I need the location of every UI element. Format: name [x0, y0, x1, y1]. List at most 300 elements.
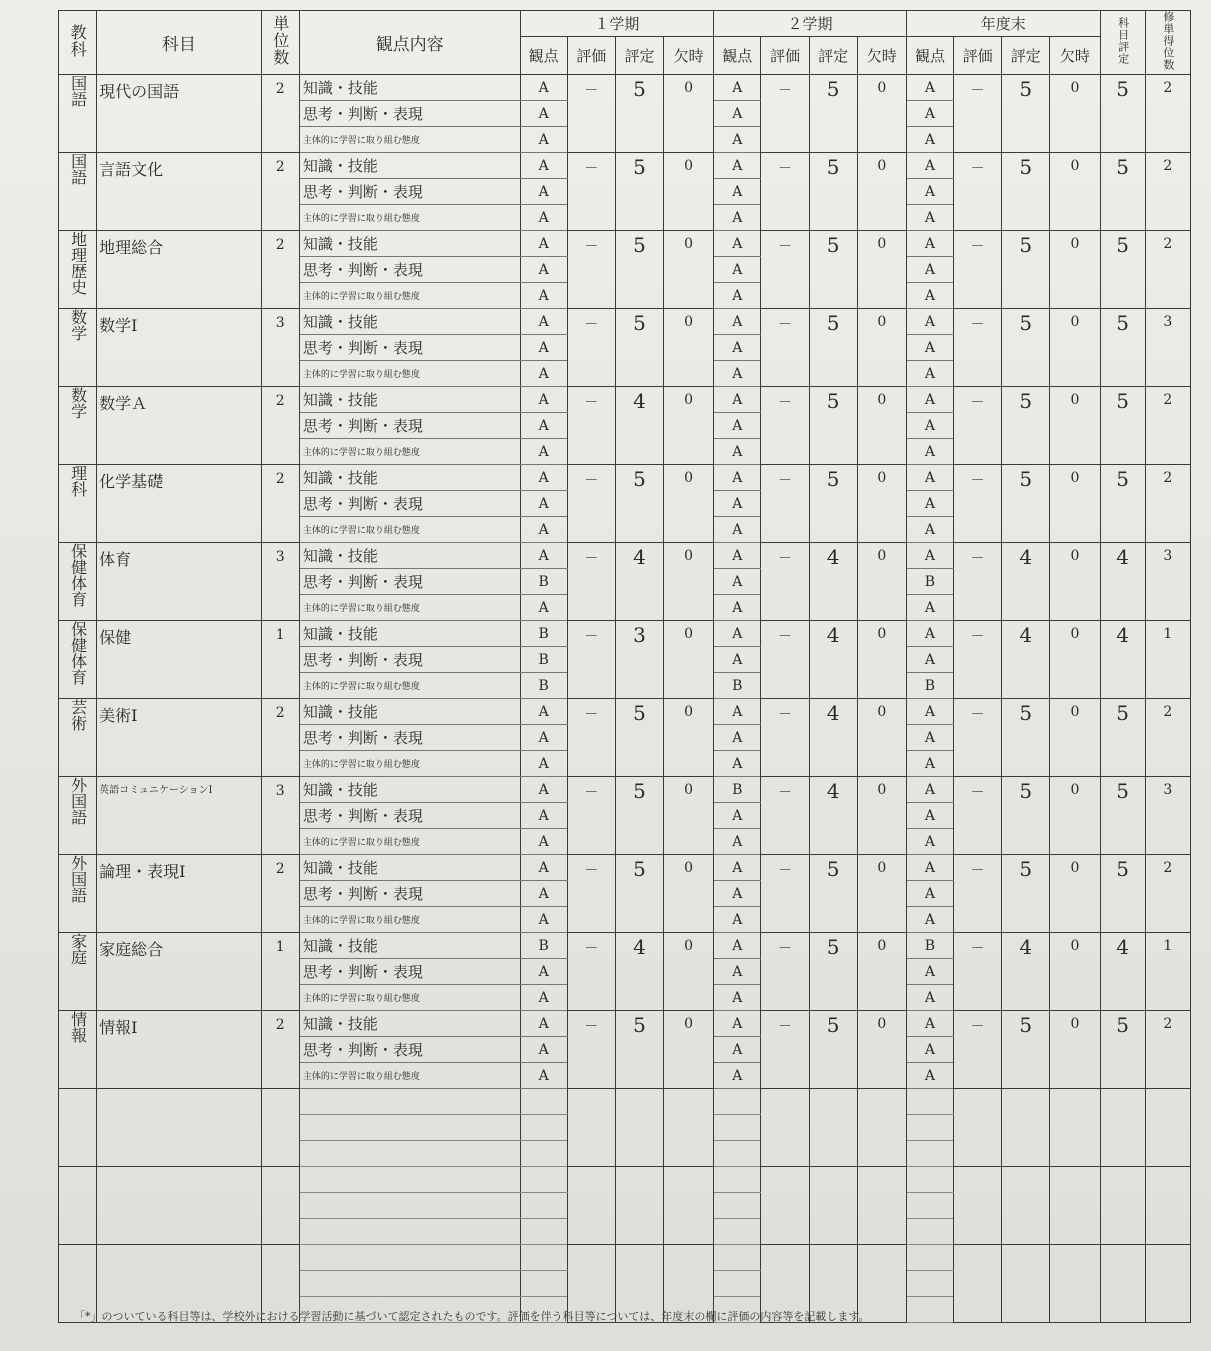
blank-cell — [1002, 1089, 1050, 1167]
rating: 5 — [1002, 465, 1050, 543]
rating: 5 — [615, 855, 663, 933]
perspective-label: 知識・技能 — [299, 1011, 520, 1037]
perspective-grade: A — [520, 439, 567, 465]
subject-category — [59, 543, 97, 621]
absence-hours: 0 — [857, 933, 906, 1011]
absence-hours: 0 — [857, 231, 906, 309]
perspective-grade: A — [714, 387, 761, 413]
perspective-grade: A — [906, 335, 953, 361]
perspective-grade: A — [906, 777, 953, 803]
perspective-label: 思考・判断・表現 — [299, 101, 520, 127]
perspective-grade: A — [906, 127, 953, 153]
perspective-grade: A — [714, 933, 761, 959]
perspective-label: 思考・判断・表現 — [299, 569, 520, 595]
absence-hours: 0 — [1050, 1011, 1100, 1089]
header-tani: 単位数 — [261, 11, 299, 75]
evaluation: － — [567, 309, 615, 387]
subject-category-text: 数学 — [68, 309, 88, 341]
rating: 5 — [809, 933, 857, 1011]
subject-units: 2 — [261, 465, 299, 543]
blank-cell — [714, 1089, 761, 1115]
blank-cell — [857, 1167, 906, 1245]
subject-units: 2 — [261, 75, 299, 153]
blank-cell — [906, 1141, 953, 1167]
absence-hours: 0 — [1050, 855, 1100, 933]
absence-hours: 0 — [857, 777, 906, 855]
evaluation: － — [567, 153, 615, 231]
perspective-grade: A — [520, 985, 567, 1011]
perspective-grade: A — [906, 621, 953, 647]
blank-cell — [299, 1089, 520, 1115]
earned-units: 2 — [1145, 231, 1190, 309]
perspective-grade: A — [906, 465, 953, 491]
absence-hours: 0 — [1050, 75, 1100, 153]
perspective-grade: A — [714, 569, 761, 595]
perspective-grade: A — [714, 335, 761, 361]
evaluation: － — [954, 699, 1002, 777]
blank-cell — [299, 1271, 520, 1297]
perspective-grade: A — [520, 777, 567, 803]
subject-row — [59, 231, 1191, 257]
perspective-grade: A — [520, 1011, 567, 1037]
perspective-label: 主体的に学習に取り組む態度 — [299, 595, 520, 621]
rating: 3 — [615, 621, 663, 699]
evaluation: － — [954, 1011, 1002, 1089]
rating: 4 — [615, 387, 663, 465]
footnote: 「*」のついている科目等は、学校外における学習活動に基づいて認定されたものです。評価を伴う科目等については、年度末の欄に評価の内容等を記載します。 — [74, 1310, 870, 1323]
perspective-grade: A — [520, 699, 567, 725]
rating: 4 — [1002, 621, 1050, 699]
subject-name: 化学基礎 — [97, 465, 262, 543]
perspective-label: 主体的に学習に取り組む態度 — [299, 751, 520, 777]
rating: 5 — [615, 75, 663, 153]
perspective-label: 主体的に学習に取り組む態度 — [299, 1063, 520, 1089]
absence-hours: 0 — [664, 153, 714, 231]
rating: 4 — [809, 699, 857, 777]
blank-cell — [761, 1167, 809, 1245]
absence-hours: 0 — [857, 855, 906, 933]
perspective-grade: A — [520, 387, 567, 413]
rating: 5 — [809, 855, 857, 933]
subject-category-text: 外国語 — [68, 855, 88, 903]
perspective-grade: A — [520, 179, 567, 205]
blank-cell — [664, 1089, 714, 1167]
rating: 4 — [809, 621, 857, 699]
rating: 5 — [1002, 153, 1050, 231]
absence-hours: 0 — [1050, 699, 1100, 777]
subject-units: 2 — [261, 387, 299, 465]
perspective-grade: A — [714, 1037, 761, 1063]
subject-category — [59, 621, 97, 699]
blank-cell — [59, 1089, 97, 1167]
absence-hours: 0 — [664, 543, 714, 621]
perspective-grade: A — [714, 361, 761, 387]
absence-hours: 0 — [1050, 777, 1100, 855]
subheader-hyoka: 評価 — [567, 36, 615, 74]
perspective-grade: A — [714, 855, 761, 881]
subheader-kanten: 観点 — [714, 36, 761, 74]
perspective-grade: A — [906, 205, 953, 231]
earned-units: 3 — [1145, 309, 1190, 387]
blank-cell — [1002, 1245, 1050, 1323]
perspective-grade: B — [520, 647, 567, 673]
evaluation: － — [761, 465, 809, 543]
subject-units: 3 — [261, 777, 299, 855]
absence-hours: 0 — [857, 543, 906, 621]
evaluation: － — [761, 1011, 809, 1089]
subheader-hyoka: 評価 — [761, 36, 809, 74]
subject-row — [59, 387, 1191, 413]
blank-cell — [299, 1219, 520, 1245]
perspective-grade: A — [906, 439, 953, 465]
evaluation: － — [567, 699, 615, 777]
perspective-grade: A — [520, 881, 567, 907]
subject-final-rating: 5 — [1100, 75, 1145, 153]
perspective-grade: A — [714, 179, 761, 205]
perspective-grade: A — [520, 283, 567, 309]
header-term1: １学期 — [520, 11, 714, 37]
absence-hours: 0 — [664, 1011, 714, 1089]
rating: 5 — [615, 1011, 663, 1089]
perspective-grade: A — [520, 751, 567, 777]
perspective-grade: A — [520, 1063, 567, 1089]
perspective-grade: A — [520, 907, 567, 933]
perspective-grade: A — [906, 985, 953, 1011]
subject-category-text: 国語 — [68, 75, 88, 107]
absence-hours: 0 — [664, 75, 714, 153]
perspective-grade: A — [714, 205, 761, 231]
blank-cell — [906, 1167, 953, 1193]
blank-cell — [97, 1089, 262, 1167]
absence-hours: 0 — [857, 387, 906, 465]
perspective-grade: A — [714, 647, 761, 673]
perspective-grade: B — [520, 933, 567, 959]
rating: 5 — [1002, 231, 1050, 309]
perspective-grade: A — [906, 907, 953, 933]
perspective-grade: A — [520, 543, 567, 569]
subject-category-text: 家庭 — [68, 933, 88, 965]
perspective-grade: A — [520, 257, 567, 283]
perspective-grade: A — [906, 829, 953, 855]
blank-cell — [1145, 1089, 1190, 1167]
perspective-grade: A — [906, 1037, 953, 1063]
rating: 5 — [615, 465, 663, 543]
rating: 5 — [809, 231, 857, 309]
perspective-grade: A — [520, 517, 567, 543]
perspective-grade: A — [714, 543, 761, 569]
rating: 5 — [615, 231, 663, 309]
earned-units: 1 — [1145, 933, 1190, 1011]
perspective-label: 知識・技能 — [299, 153, 520, 179]
blank-cell — [520, 1115, 567, 1141]
subject-category — [59, 231, 97, 309]
perspective-label: 知識・技能 — [299, 75, 520, 101]
blank-cell — [954, 1167, 1002, 1245]
perspective-grade: A — [714, 465, 761, 491]
subject-final-rating: 5 — [1100, 153, 1145, 231]
subject-final-rating: 4 — [1100, 933, 1145, 1011]
perspective-grade: A — [906, 699, 953, 725]
blank-cell — [97, 1167, 262, 1245]
perspective-grade: A — [906, 101, 953, 127]
blank-cell — [761, 1089, 809, 1167]
evaluation: － — [761, 231, 809, 309]
evaluation: － — [567, 621, 615, 699]
perspective-grade: A — [520, 413, 567, 439]
rating: 5 — [1002, 855, 1050, 933]
perspective-grade: A — [906, 413, 953, 439]
subheader-hyotei: 評定 — [615, 36, 663, 74]
subject-name: 現代の国語 — [97, 75, 262, 153]
blank-cell — [299, 1115, 520, 1141]
blank-cell — [615, 1089, 663, 1167]
evaluation: － — [954, 777, 1002, 855]
header-kanten-naiyo: 観点内容 — [299, 11, 520, 75]
perspective-label: 主体的に学習に取り組む態度 — [299, 205, 520, 231]
subject-category — [59, 855, 97, 933]
evaluation: － — [567, 1011, 615, 1089]
evaluation: － — [567, 543, 615, 621]
blank-cell — [906, 1219, 953, 1245]
blank-cell — [954, 1245, 1002, 1323]
subheader-hyoka: 評価 — [954, 36, 1002, 74]
perspective-grade: A — [714, 595, 761, 621]
perspective-label: 知識・技能 — [299, 543, 520, 569]
header-kamoku: 科目 — [97, 11, 262, 75]
absence-hours: 0 — [1050, 465, 1100, 543]
perspective-grade: A — [906, 543, 953, 569]
perspective-grade: A — [714, 101, 761, 127]
subject-category-text: 芸術 — [68, 699, 88, 731]
absence-hours: 0 — [664, 933, 714, 1011]
blank-cell — [857, 1089, 906, 1167]
rating: 4 — [615, 543, 663, 621]
perspective-grade: A — [714, 439, 761, 465]
absence-hours: 0 — [857, 699, 906, 777]
perspective-grade: B — [520, 621, 567, 647]
perspective-grade: A — [906, 309, 953, 335]
evaluation: － — [954, 231, 1002, 309]
subheader-ketsuji: 欠時 — [1050, 36, 1100, 74]
rating: 5 — [809, 309, 857, 387]
absence-hours: 0 — [664, 621, 714, 699]
subject-row — [59, 621, 1191, 647]
evaluation: － — [567, 465, 615, 543]
blank-cell — [615, 1167, 663, 1245]
earned-units: 2 — [1145, 387, 1190, 465]
subheader-kanten: 観点 — [906, 36, 953, 74]
blank-cell — [1145, 1167, 1190, 1245]
perspective-label: 知識・技能 — [299, 699, 520, 725]
subject-row — [59, 309, 1191, 335]
perspective-grade: A — [906, 647, 953, 673]
perspective-grade: A — [906, 387, 953, 413]
perspective-grade: A — [520, 205, 567, 231]
perspective-grade: A — [906, 491, 953, 517]
perspective-grade: A — [906, 517, 953, 543]
header-kyoka: 教科 — [59, 11, 97, 75]
perspective-grade: A — [520, 803, 567, 829]
blank-cell — [809, 1089, 857, 1167]
rating: 4 — [615, 933, 663, 1011]
subject-name: 家庭総合 — [97, 933, 262, 1011]
perspective-grade: B — [714, 777, 761, 803]
perspective-label: 知識・技能 — [299, 231, 520, 257]
absence-hours: 0 — [857, 153, 906, 231]
perspective-grade: A — [520, 491, 567, 517]
blank-row — [59, 1245, 1191, 1271]
header-year-end: 年度末 — [906, 11, 1100, 37]
perspective-grade: A — [714, 881, 761, 907]
perspective-label: 思考・判断・表現 — [299, 1037, 520, 1063]
perspective-grade: A — [906, 959, 953, 985]
perspective-grade: A — [906, 75, 953, 101]
perspective-grade: A — [714, 699, 761, 725]
perspective-label: 知識・技能 — [299, 309, 520, 335]
perspective-grade: A — [520, 725, 567, 751]
header-kamoku-hyotei: 科目評定 — [1100, 11, 1145, 75]
blank-cell — [1100, 1089, 1145, 1167]
header-shutoku-tani: 修単得位数 — [1145, 11, 1190, 75]
blank-cell — [1050, 1245, 1100, 1323]
blank-cell — [714, 1167, 761, 1193]
subject-category-text: 保健体育 — [68, 543, 88, 607]
rating: 5 — [615, 153, 663, 231]
subject-name: 地理総合 — [97, 231, 262, 309]
perspective-grade: A — [714, 231, 761, 257]
blank-cell — [714, 1271, 761, 1297]
subject-units: 1 — [261, 933, 299, 1011]
subject-category-text: 国語 — [68, 153, 88, 185]
perspective-label: 思考・判断・表現 — [299, 803, 520, 829]
evaluation: － — [761, 855, 809, 933]
blank-cell — [714, 1141, 761, 1167]
perspective-grade: A — [520, 595, 567, 621]
perspective-grade: B — [520, 569, 567, 595]
rating: 4 — [809, 543, 857, 621]
perspective-grade: A — [520, 101, 567, 127]
absence-hours: 0 — [1050, 387, 1100, 465]
earned-units: 3 — [1145, 543, 1190, 621]
perspective-label: 思考・判断・表現 — [299, 959, 520, 985]
perspective-label: 思考・判断・表現 — [299, 725, 520, 751]
perspective-grade: A — [714, 751, 761, 777]
perspective-grade: A — [906, 361, 953, 387]
rating: 5 — [809, 465, 857, 543]
subject-final-rating: 5 — [1100, 387, 1145, 465]
absence-hours: 0 — [1050, 933, 1100, 1011]
evaluation: － — [761, 699, 809, 777]
evaluation: － — [761, 777, 809, 855]
subject-category — [59, 387, 97, 465]
perspective-grade: B — [520, 673, 567, 699]
blank-cell — [714, 1219, 761, 1245]
blank-cell — [299, 1141, 520, 1167]
blank-cell — [906, 1115, 953, 1141]
perspective-label: 思考・判断・表現 — [299, 881, 520, 907]
blank-cell — [906, 1297, 953, 1323]
evaluation: － — [954, 309, 1002, 387]
subject-final-rating: 5 — [1100, 231, 1145, 309]
blank-cell — [1100, 1245, 1145, 1323]
perspective-label: 知識・技能 — [299, 621, 520, 647]
perspective-grade: A — [906, 595, 953, 621]
perspective-label: 知識・技能 — [299, 777, 520, 803]
subject-final-rating: 5 — [1100, 1011, 1145, 1089]
blank-cell — [299, 1245, 520, 1271]
perspective-grade: A — [714, 1063, 761, 1089]
perspective-label: 主体的に学習に取り組む態度 — [299, 907, 520, 933]
perspective-grade: A — [714, 1011, 761, 1037]
subject-category — [59, 465, 97, 543]
earned-units: 2 — [1145, 699, 1190, 777]
blank-cell — [1145, 1245, 1190, 1323]
subheader-hyotei: 評定 — [809, 36, 857, 74]
perspective-label: 主体的に学習に取り組む態度 — [299, 673, 520, 699]
perspective-grade: A — [520, 959, 567, 985]
rating: 5 — [1002, 75, 1050, 153]
evaluation: － — [954, 855, 1002, 933]
blank-cell — [809, 1167, 857, 1245]
blank-cell — [906, 1089, 953, 1115]
subject-units: 1 — [261, 621, 299, 699]
subheader-ketsuji: 欠時 — [857, 36, 906, 74]
subject-row — [59, 1011, 1191, 1037]
evaluation: － — [761, 933, 809, 1011]
evaluation: － — [954, 621, 1002, 699]
perspective-grade: A — [714, 959, 761, 985]
rating: 4 — [809, 777, 857, 855]
blank-cell — [520, 1193, 567, 1219]
subject-name: 美術Ⅰ — [97, 699, 262, 777]
perspective-grade: A — [714, 517, 761, 543]
absence-hours: 0 — [1050, 543, 1100, 621]
blank-cell — [1050, 1089, 1100, 1167]
perspective-grade: A — [906, 725, 953, 751]
rating: 5 — [1002, 777, 1050, 855]
absence-hours: 0 — [857, 465, 906, 543]
evaluation: － — [761, 309, 809, 387]
subject-category — [59, 777, 97, 855]
earned-units: 2 — [1145, 1011, 1190, 1089]
perspective-grade: A — [520, 1037, 567, 1063]
rating: 5 — [615, 309, 663, 387]
perspective-grade: A — [906, 803, 953, 829]
blank-cell — [520, 1271, 567, 1297]
subject-name: 保健 — [97, 621, 262, 699]
blank-cell — [906, 1271, 953, 1297]
perspective-grade: B — [906, 673, 953, 699]
subject-name: 数学Ⅰ — [97, 309, 262, 387]
perspective-label: 知識・技能 — [299, 465, 520, 491]
evaluation: － — [761, 153, 809, 231]
evaluation: － — [954, 153, 1002, 231]
perspective-grade: A — [714, 283, 761, 309]
subheader-hyotei: 評定 — [1002, 36, 1050, 74]
perspective-grade: A — [520, 335, 567, 361]
blank-cell — [906, 1193, 953, 1219]
evaluation: － — [954, 933, 1002, 1011]
perspective-grade: A — [714, 309, 761, 335]
subject-final-rating: 5 — [1100, 777, 1145, 855]
perspective-grade: B — [906, 933, 953, 959]
blank-cell — [714, 1245, 761, 1271]
blank-cell — [714, 1193, 761, 1219]
perspective-grade: A — [714, 985, 761, 1011]
blank-cell — [1002, 1167, 1050, 1245]
perspective-grade: A — [714, 75, 761, 101]
perspective-grade: A — [906, 1011, 953, 1037]
